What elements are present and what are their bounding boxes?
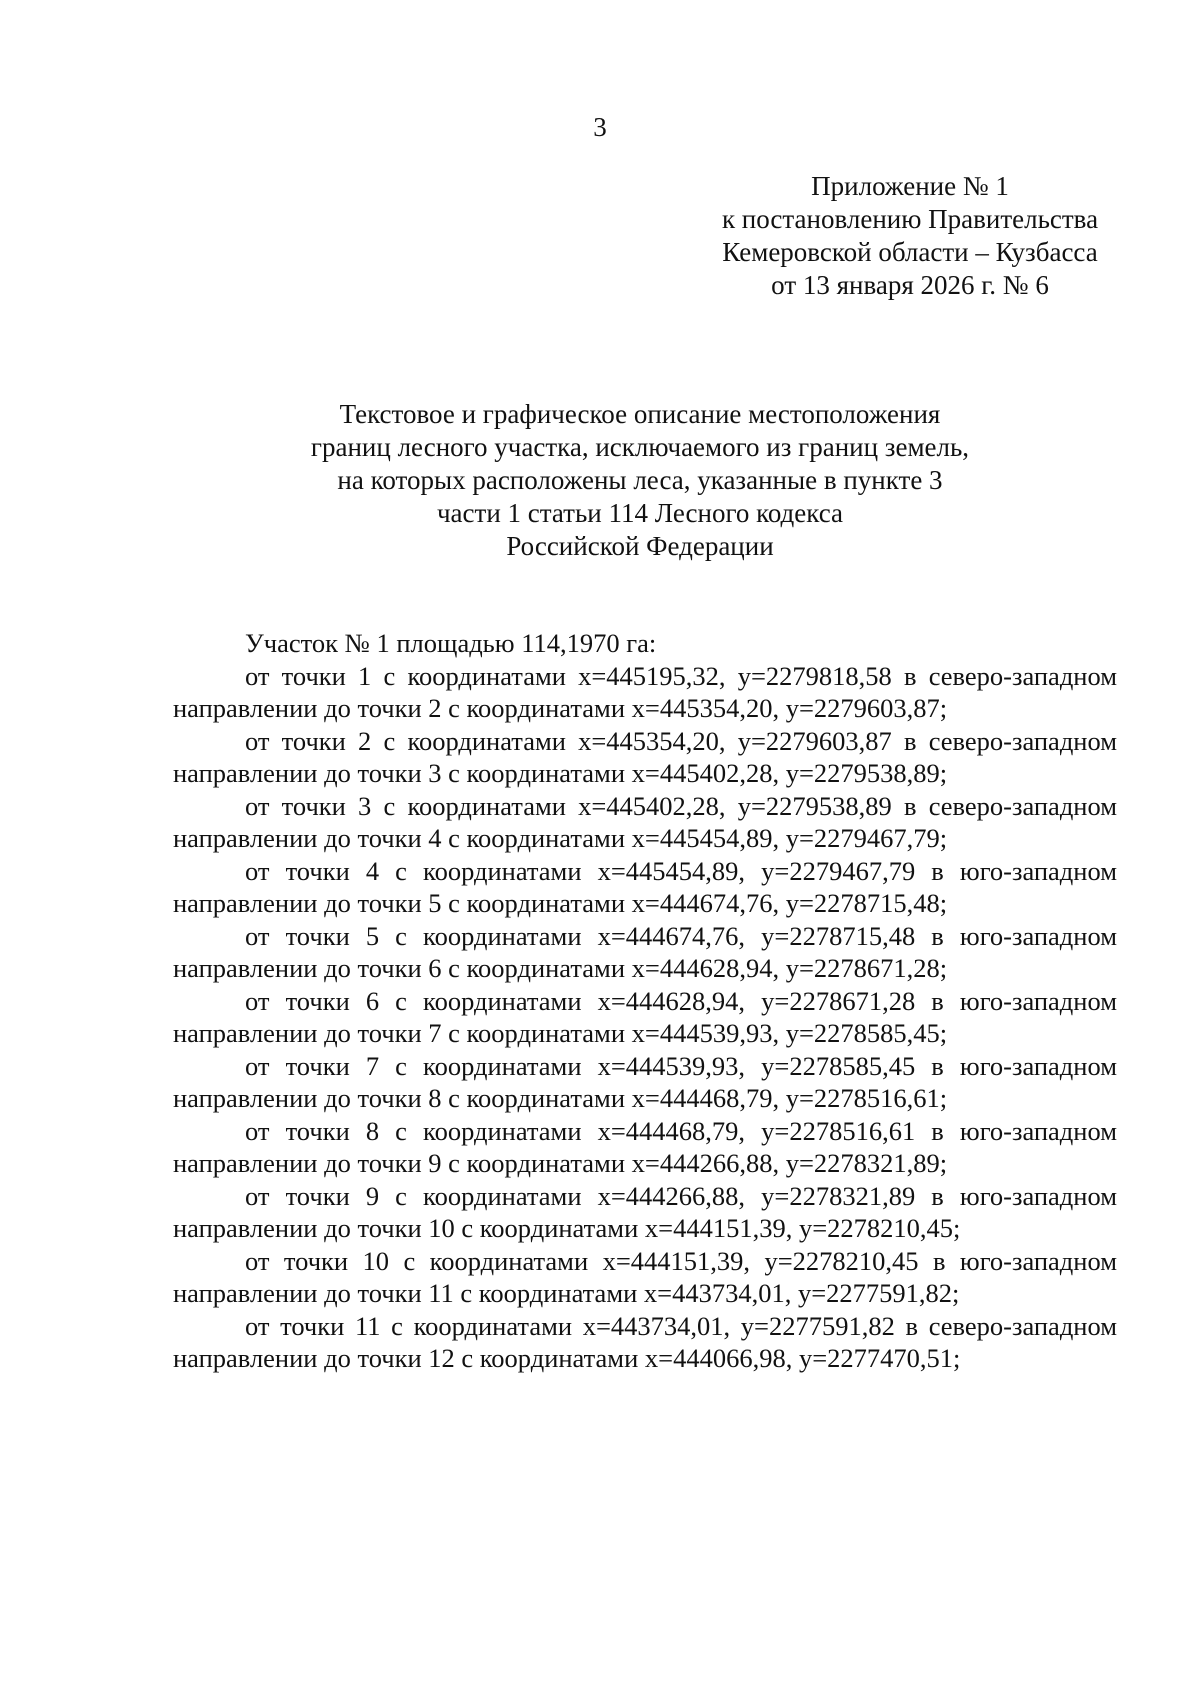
boundary-paragraph: от точки 9 с координатами х=444266,88, у=2278321,89 в юго-западном направлении до точки 10 с координатами х=444151,39, у=2278210,45; (173, 1180, 1117, 1243)
appendix-line: Кемеровской области – Кузбасса (722, 237, 1098, 267)
title-line: на которых расположены леса, указанные в пункте 3 (337, 465, 943, 495)
boundary-paragraph: от точки 5 с координатами х=444674,76, у=2278715,48 в юго-западном направлении до точки 6 с координатами х=444628,94, у=2278671,28; (173, 920, 1117, 983)
boundary-paragraph: от точки 6 с координатами х=444628,94, у=2278671,28 в юго-западном направлении до точки 7 с координатами х=444539,93, у=2278585,45; (173, 985, 1117, 1048)
appendix-header (700, 170, 1120, 302)
title-line: Текстовое и графическое описание местоположения (339, 399, 941, 429)
boundary-paragraph: от точки 11 с координатами х=443734,01, у=2277591,82 в северо-западном направлении до точки 12 с координатами х=444066,98, у=2277470,51; (173, 1310, 1117, 1373)
title-line: части 1 статьи 114 Лесного кодекса (436, 498, 844, 528)
document-body (173, 627, 1117, 1375)
boundary-paragraph: от точки 10 с координатами х=444151,39, у=2278210,45 в юго-западном направлении до точки 11 с координатами х=443734,01, у=2277591,82; (173, 1245, 1117, 1308)
boundary-paragraph: от точки 1 с координатами х=445195,32, у=2279818,58 в северо-западном направлении до точки 2 с координатами х=445354,20, у=2279603,87; (173, 660, 1117, 723)
document-title (0, 398, 1200, 563)
boundary-paragraph: от точки 7 с координатами х=444539,93, у=2278585,45 в юго-западном направлении до точки 8 с координатами х=444468,79, у=2278516,61; (173, 1050, 1117, 1113)
title-line: границ лесного участка, исключаемого из границ земель, (310, 432, 970, 462)
title-line: Российской Федерации (506, 531, 774, 561)
plot-heading: Участок № 1 площадью 114,1970 га: (245, 628, 657, 658)
boundary-paragraph: от точки 3 с координатами х=445402,28, у=2279538,89 в северо-западном направлении до точки 4 с координатами х=445454,89, у=2279467,79; (173, 790, 1117, 853)
boundary-paragraph: от точки 2 с координатами х=445354,20, у=2279603,87 в северо-западном направлении до точки 3 с координатами х=445402,28, у=2279538,89; (173, 725, 1117, 788)
appendix-line: от 13 января 2026 г. № 6 (771, 270, 1049, 300)
appendix-line: Приложение № 1 (811, 171, 1009, 201)
appendix-line: к постановлению Правительства (721, 204, 1099, 234)
boundary-paragraph: от точки 8 с координатами х=444468,79, у=2278516,61 в юго-западном направлении до точки 9 с координатами х=444266,88, у=2278321,89; (173, 1115, 1117, 1178)
page-number: 3 (593, 112, 607, 142)
boundary-paragraph: от точки 4 с координатами х=445454,89, у=2279467,79 в юго-западном направлении до точки 5 с координатами х=444674,76, у=2278715,48; (173, 855, 1117, 918)
